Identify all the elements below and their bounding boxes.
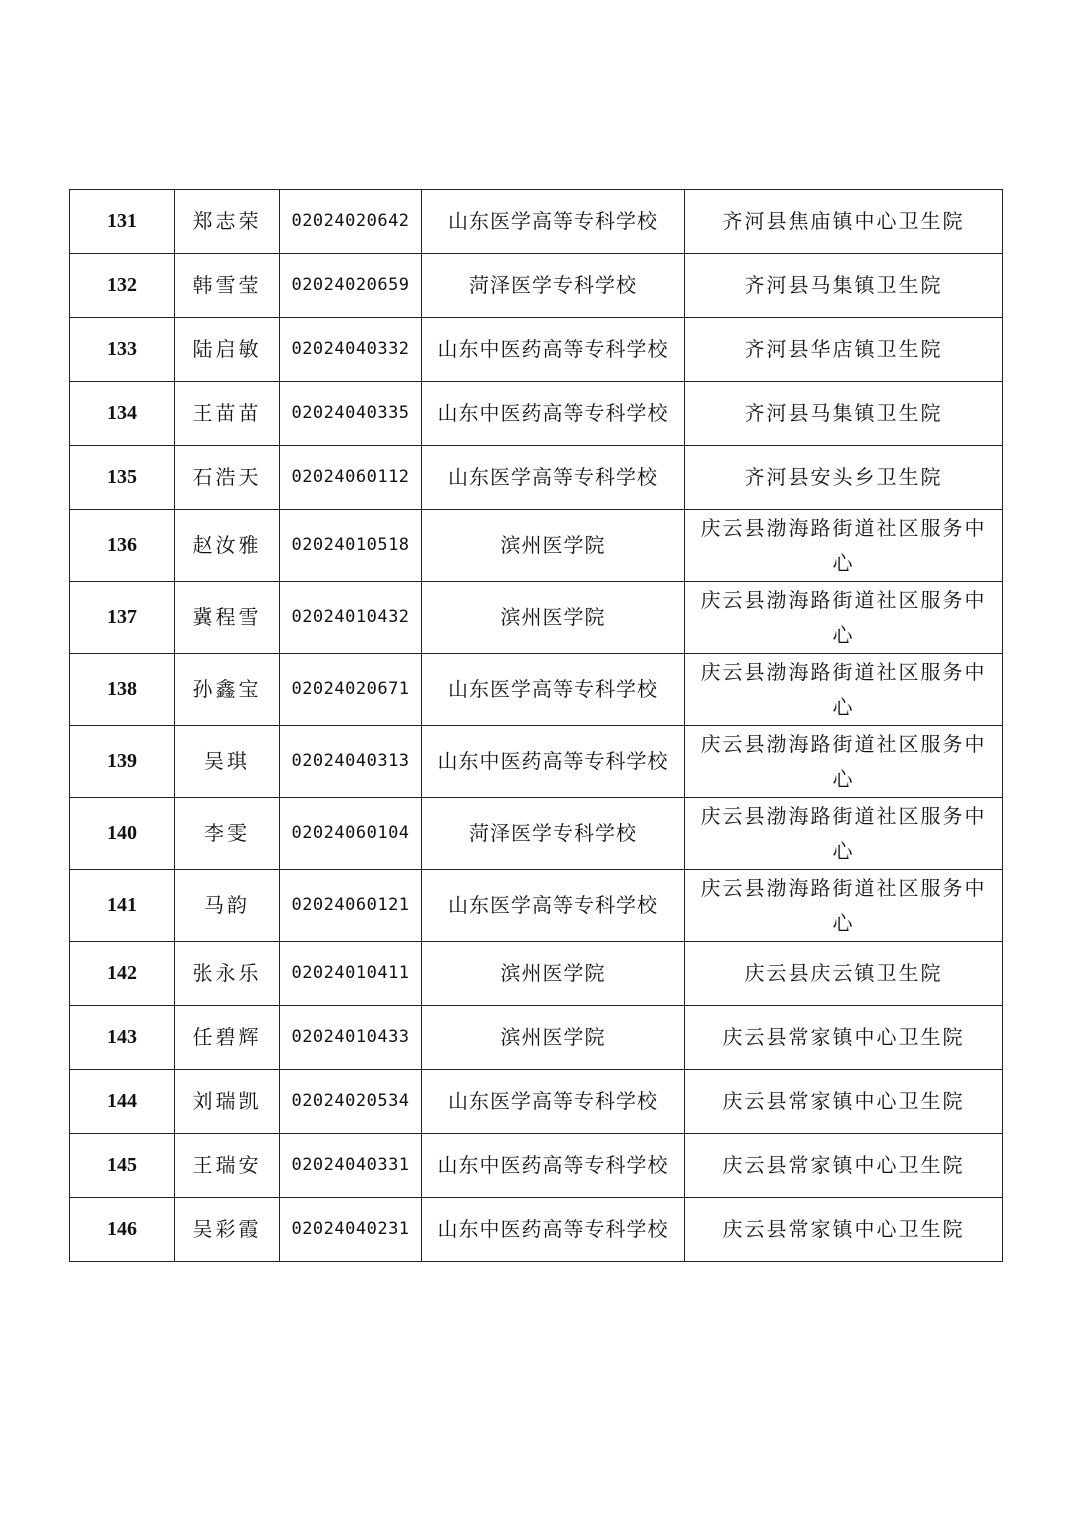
table-row <box>70 654 1003 726</box>
cell-exam-id: 02024010432 <box>280 582 422 654</box>
cell-exam-id: 02024010411 <box>280 942 422 1006</box>
table-row <box>70 942 1003 1006</box>
cell-name: 韩雪莹 <box>175 254 280 318</box>
cell-school: 菏泽医学专科学校 <box>422 254 685 318</box>
cell-unit: 齐河县安头乡卫生院 <box>685 446 1003 510</box>
cell-unit: 庆云县渤海路街道社区服务中心 <box>685 798 1003 870</box>
cell-unit: 齐河县焦庙镇中心卫生院 <box>685 190 1003 254</box>
cell-exam-id: 02024040313 <box>280 726 422 798</box>
cell-school: 山东中医药高等专科学校 <box>422 382 685 446</box>
cell-school: 山东中医药高等专科学校 <box>422 1198 685 1262</box>
cell-name: 任碧辉 <box>175 1006 280 1070</box>
cell-school: 山东医学高等专科学校 <box>422 190 685 254</box>
table-row <box>70 254 1003 318</box>
table-row <box>70 446 1003 510</box>
cell-number: 141 <box>70 870 175 942</box>
table-row <box>70 582 1003 654</box>
cell-school: 山东医学高等专科学校 <box>422 1070 685 1134</box>
cell-school: 山东医学高等专科学校 <box>422 654 685 726</box>
cell-unit: 庆云县庆云镇卫生院 <box>685 942 1003 1006</box>
cell-exam-id: 02024060112 <box>280 446 422 510</box>
cell-school: 菏泽医学专科学校 <box>422 798 685 870</box>
cell-exam-id: 02024040331 <box>280 1134 422 1198</box>
cell-school: 滨州医学院 <box>422 1006 685 1070</box>
table-row <box>70 190 1003 254</box>
cell-unit: 庆云县常家镇中心卫生院 <box>685 1134 1003 1198</box>
cell-name: 赵汝雅 <box>175 510 280 582</box>
cell-name: 马韵 <box>175 870 280 942</box>
cell-number: 137 <box>70 582 175 654</box>
cell-number: 131 <box>70 190 175 254</box>
table-row <box>70 1198 1003 1262</box>
cell-name: 吴彩霞 <box>175 1198 280 1262</box>
table-row <box>70 798 1003 870</box>
cell-number: 143 <box>70 1006 175 1070</box>
table-row <box>70 1134 1003 1198</box>
cell-exam-id: 02024010518 <box>280 510 422 582</box>
roster-table <box>69 189 1003 1262</box>
table-row <box>70 1006 1003 1070</box>
cell-number: 138 <box>70 654 175 726</box>
cell-unit: 庆云县常家镇中心卫生院 <box>685 1006 1003 1070</box>
cell-number: 135 <box>70 446 175 510</box>
cell-school: 山东中医药高等专科学校 <box>422 318 685 382</box>
table-row <box>70 1070 1003 1134</box>
cell-school: 山东中医药高等专科学校 <box>422 726 685 798</box>
cell-school: 山东医学高等专科学校 <box>422 446 685 510</box>
table-row <box>70 726 1003 798</box>
cell-name: 冀程雪 <box>175 582 280 654</box>
cell-school: 滨州医学院 <box>422 510 685 582</box>
cell-number: 132 <box>70 254 175 318</box>
cell-exam-id: 02024060121 <box>280 870 422 942</box>
cell-number: 142 <box>70 942 175 1006</box>
cell-name: 石浩天 <box>175 446 280 510</box>
cell-unit: 庆云县渤海路街道社区服务中心 <box>685 510 1003 582</box>
cell-school: 山东中医药高等专科学校 <box>422 1134 685 1198</box>
cell-number: 134 <box>70 382 175 446</box>
cell-exam-id: 02024020659 <box>280 254 422 318</box>
cell-unit: 庆云县渤海路街道社区服务中心 <box>685 870 1003 942</box>
cell-exam-id: 02024040335 <box>280 382 422 446</box>
cell-number: 144 <box>70 1070 175 1134</box>
cell-number: 146 <box>70 1198 175 1262</box>
cell-number: 133 <box>70 318 175 382</box>
table-row <box>70 382 1003 446</box>
cell-unit: 齐河县马集镇卫生院 <box>685 254 1003 318</box>
cell-exam-id: 02024020642 <box>280 190 422 254</box>
cell-school: 滨州医学院 <box>422 582 685 654</box>
table-row <box>70 510 1003 582</box>
roster-body <box>70 190 1003 1262</box>
cell-exam-id: 02024020534 <box>280 1070 422 1134</box>
cell-name: 王苗苗 <box>175 382 280 446</box>
cell-unit: 庆云县常家镇中心卫生院 <box>685 1070 1003 1134</box>
cell-name: 王瑞安 <box>175 1134 280 1198</box>
cell-number: 145 <box>70 1134 175 1198</box>
cell-school: 滨州医学院 <box>422 942 685 1006</box>
cell-exam-id: 02024010433 <box>280 1006 422 1070</box>
cell-name: 刘瑞凯 <box>175 1070 280 1134</box>
cell-name: 吴琪 <box>175 726 280 798</box>
table-row <box>70 870 1003 942</box>
cell-name: 郑志荣 <box>175 190 280 254</box>
cell-exam-id: 02024060104 <box>280 798 422 870</box>
cell-number: 140 <box>70 798 175 870</box>
cell-exam-id: 02024040231 <box>280 1198 422 1262</box>
cell-name: 张永乐 <box>175 942 280 1006</box>
cell-school: 山东医学高等专科学校 <box>422 870 685 942</box>
cell-exam-id: 02024040332 <box>280 318 422 382</box>
cell-name: 李雯 <box>175 798 280 870</box>
table-row <box>70 318 1003 382</box>
cell-number: 136 <box>70 510 175 582</box>
cell-unit: 庆云县渤海路街道社区服务中心 <box>685 726 1003 798</box>
cell-unit: 庆云县渤海路街道社区服务中心 <box>685 654 1003 726</box>
cell-unit: 齐河县华店镇卫生院 <box>685 318 1003 382</box>
cell-unit: 庆云县渤海路街道社区服务中心 <box>685 582 1003 654</box>
cell-unit: 齐河县马集镇卫生院 <box>685 382 1003 446</box>
cell-name: 孙鑫宝 <box>175 654 280 726</box>
cell-unit: 庆云县常家镇中心卫生院 <box>685 1198 1003 1262</box>
cell-number: 139 <box>70 726 175 798</box>
cell-exam-id: 02024020671 <box>280 654 422 726</box>
cell-name: 陆启敏 <box>175 318 280 382</box>
